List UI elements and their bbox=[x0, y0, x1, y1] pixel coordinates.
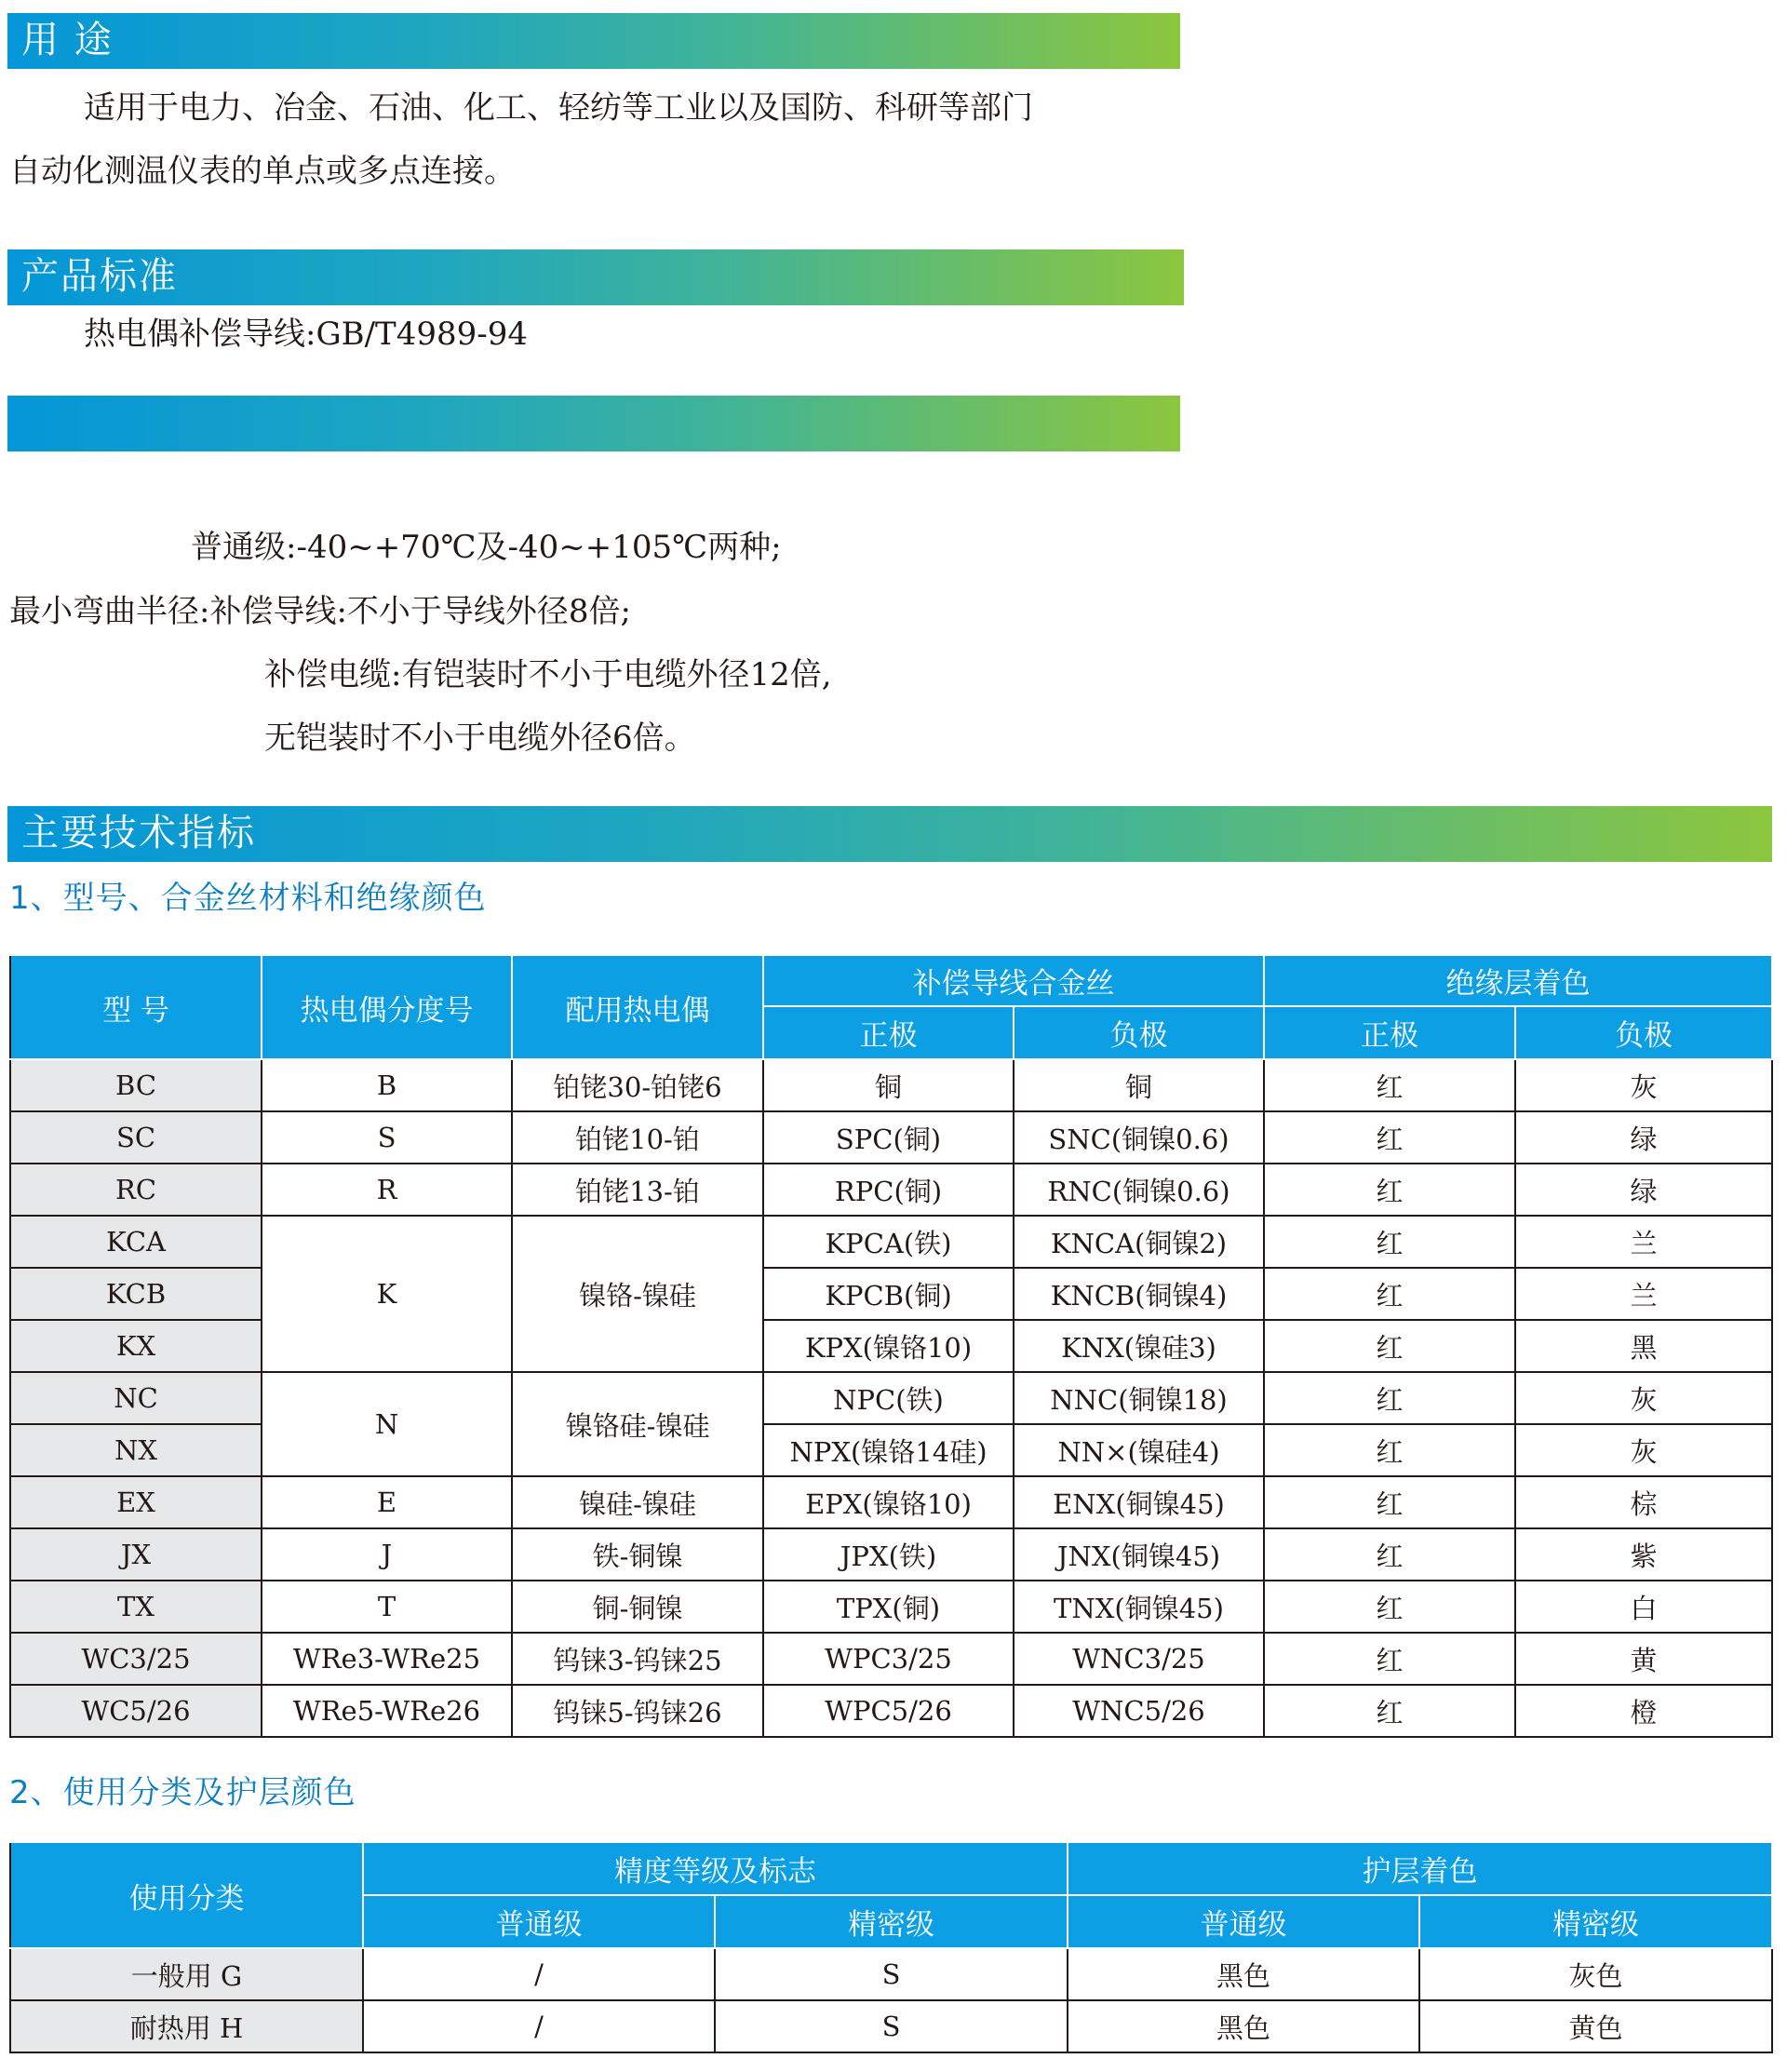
header-accuracy: 精度等级及标志 bbox=[363, 1842, 1068, 1895]
table-row bbox=[10, 1948, 1772, 2000]
table-row bbox=[10, 1111, 1772, 1164]
cell-thermocouple: 铜-铜镍 bbox=[512, 1581, 763, 1633]
table-row bbox=[10, 1216, 1772, 1268]
cell-alloy-negative: TNX(铜镍45) bbox=[1014, 1581, 1264, 1633]
cell-alloy-positive: RPC(铜) bbox=[763, 1164, 1014, 1216]
cell-alloy-negative: ENX(铜镍45) bbox=[1014, 1476, 1264, 1528]
conditions-line2: 最小弯曲半径:补偿导线:不小于导线外径8倍; bbox=[9, 593, 631, 630]
cell-color-negative: 黄 bbox=[1515, 1633, 1772, 1685]
cell-color-negative: 灰 bbox=[1515, 1059, 1772, 1111]
cell-alloy-negative: NN×(镍硅4) bbox=[1014, 1424, 1264, 1476]
usage-text-line2: 自动化测温仪表的单点或多点连接。 bbox=[9, 153, 516, 190]
cell-color-positive: 红 bbox=[1264, 1320, 1515, 1372]
cell-alloy-positive: KPX(镍铬10) bbox=[763, 1320, 1014, 1372]
cell-color-negative: 黑 bbox=[1515, 1320, 1772, 1372]
cell-thermocouple: 铁-铜镍 bbox=[512, 1528, 763, 1581]
cell-color-negative: 兰 bbox=[1515, 1216, 1772, 1268]
cell-color-negative: 紫 bbox=[1515, 1528, 1772, 1581]
cell-alloy-negative: JNX(铜镍45) bbox=[1014, 1528, 1264, 1581]
cell-alloy-positive: NPX(镍铬14硅) bbox=[763, 1424, 1014, 1476]
cell-alloy-negative: NNC(铜镍18) bbox=[1014, 1372, 1264, 1424]
cell-model: RC bbox=[10, 1164, 262, 1216]
cell-alloy-negative: KNCA(铜镍2) bbox=[1014, 1216, 1264, 1268]
cell-graduation: S bbox=[262, 1111, 512, 1164]
cell-alloy-positive: NPC(铁) bbox=[763, 1372, 1014, 1424]
cell-model: SC bbox=[10, 1111, 262, 1164]
cell-color-positive: 红 bbox=[1264, 1424, 1515, 1476]
cell-color-positive: 红 bbox=[1264, 1581, 1515, 1633]
cell-color-positive: 红 bbox=[1264, 1372, 1515, 1424]
cell-model: KCB bbox=[10, 1268, 262, 1320]
cell-alloy-negative: KNX(镍硅3) bbox=[1014, 1320, 1264, 1372]
cell-graduation: B bbox=[262, 1059, 512, 1111]
cell-thermocouple: 镍硅-镍硅 bbox=[512, 1476, 763, 1528]
cell-color-negative: 白 bbox=[1515, 1581, 1772, 1633]
section-bar-usage bbox=[7, 13, 1180, 69]
header-sheath: 护层着色 bbox=[1068, 1842, 1772, 1895]
cell-color-negative: 棕 bbox=[1515, 1476, 1772, 1528]
header-accuracy-precision: 精密级 bbox=[715, 1895, 1068, 1948]
header-category: 使用分类 bbox=[10, 1842, 363, 1948]
cell-sheath-precision: 黄色 bbox=[1419, 2000, 1772, 2052]
header-model: 型 号 bbox=[10, 955, 262, 1059]
cell-category: 耐热用 H bbox=[10, 2000, 363, 2052]
sheath-color-table bbox=[9, 1841, 1773, 2053]
cell-color-positive: 红 bbox=[1264, 1059, 1515, 1111]
cell-color-positive: 红 bbox=[1264, 1685, 1515, 1737]
cell-color-negative: 灰 bbox=[1515, 1372, 1772, 1424]
cell-color-positive: 红 bbox=[1264, 1164, 1515, 1216]
cell-color-negative: 绿 bbox=[1515, 1111, 1772, 1164]
cell-color-negative: 橙 bbox=[1515, 1685, 1772, 1737]
cell-color-positive: 红 bbox=[1264, 1633, 1515, 1685]
cell-graduation: N bbox=[262, 1372, 512, 1476]
cell-color-positive: 红 bbox=[1264, 1216, 1515, 1268]
cell-alloy-negative: RNC(铜镍0.6) bbox=[1014, 1164, 1264, 1216]
cell-graduation: WRe5-WRe26 bbox=[262, 1685, 512, 1737]
cell-thermocouple: 钨铼5-钨铼26 bbox=[512, 1685, 763, 1737]
cell-graduation: R bbox=[262, 1164, 512, 1216]
cell-model: KX bbox=[10, 1320, 262, 1372]
header-thermocouple: 配用热电偶 bbox=[512, 955, 763, 1059]
cell-thermocouple: 铂铑13-铂 bbox=[512, 1164, 763, 1216]
header-graduation: 热电偶分度号 bbox=[262, 955, 512, 1059]
table-row bbox=[10, 1476, 1772, 1528]
cell-alloy-positive: 铜 bbox=[763, 1059, 1014, 1111]
conditions-line4: 无铠装时不小于电缆外径6倍。 bbox=[264, 720, 696, 757]
cell-model: WC3/25 bbox=[10, 1633, 262, 1685]
cell-thermocouple: 钨铼3-钨铼25 bbox=[512, 1633, 763, 1685]
cell-color-positive: 红 bbox=[1264, 1528, 1515, 1581]
section-bar-blank bbox=[7, 396, 1180, 451]
cell-alloy-negative: 铜 bbox=[1014, 1059, 1264, 1111]
section-bar-standard bbox=[7, 249, 1184, 305]
header-color-negative: 负极 bbox=[1515, 1006, 1772, 1059]
conditions-line1: 普通级:-40~+70℃及-40~+105℃两种; bbox=[191, 529, 782, 566]
section-bar-specs bbox=[7, 806, 1772, 862]
cell-alloy-positive: TPX(铜) bbox=[763, 1581, 1014, 1633]
section-title-specs: 主要技术指标 bbox=[21, 812, 256, 854]
table-row bbox=[10, 1581, 1772, 1633]
header-insulation: 绝缘层着色 bbox=[1264, 955, 1772, 1006]
cell-thermocouple: 铂铑30-铂铑6 bbox=[512, 1059, 763, 1111]
cell-sheath-normal: 黑色 bbox=[1068, 1948, 1419, 2000]
cell-model: JX bbox=[10, 1528, 262, 1581]
cell-model: NC bbox=[10, 1372, 262, 1424]
cell-model: EX bbox=[10, 1476, 262, 1528]
table-row bbox=[10, 1164, 1772, 1216]
cell-color-negative: 兰 bbox=[1515, 1268, 1772, 1320]
header-alloy-negative: 负极 bbox=[1014, 1006, 1264, 1059]
cell-color-negative: 绿 bbox=[1515, 1164, 1772, 1216]
header-alloy: 补偿导线合金丝 bbox=[763, 955, 1264, 1006]
section-title-usage: 用 途 bbox=[21, 19, 114, 61]
cell-model: TX bbox=[10, 1581, 262, 1633]
usage-text-line1: 适用于电力、冶金、石油、化工、轻纺等工业以及国防、科研等部门 bbox=[84, 89, 1033, 127]
cell-alloy-positive: KPCA(铁) bbox=[763, 1216, 1014, 1268]
cell-alloy-positive: KPCB(铜) bbox=[763, 1268, 1014, 1320]
cell-model: NX bbox=[10, 1424, 262, 1476]
table-row bbox=[10, 1372, 1772, 1424]
conditions-line3: 补偿电缆:有铠装时不小于电缆外径12倍, bbox=[264, 656, 832, 693]
cell-alloy-negative: KNCB(铜镍4) bbox=[1014, 1268, 1264, 1320]
cell-alloy-positive: SPC(铜) bbox=[763, 1111, 1014, 1164]
cell-accuracy-precision: S bbox=[715, 1948, 1068, 2000]
cell-alloy-negative: WNC3/25 bbox=[1014, 1633, 1264, 1685]
cell-color-negative: 灰 bbox=[1515, 1424, 1772, 1476]
cell-color-positive: 红 bbox=[1264, 1476, 1515, 1528]
cell-thermocouple: 镍铬-镍硅 bbox=[512, 1216, 763, 1372]
table-row bbox=[10, 1685, 1772, 1737]
cell-color-positive: 红 bbox=[1264, 1111, 1515, 1164]
cell-category: 一般用 G bbox=[10, 1948, 363, 2000]
cell-alloy-positive: EPX(镍铬10) bbox=[763, 1476, 1014, 1528]
cell-graduation: WRe3-WRe25 bbox=[262, 1633, 512, 1685]
cell-model: WC5/26 bbox=[10, 1685, 262, 1737]
cell-graduation: J bbox=[262, 1528, 512, 1581]
header-alloy-positive: 正极 bbox=[763, 1006, 1014, 1059]
table-row bbox=[10, 1528, 1772, 1581]
alloy-color-table bbox=[9, 954, 1773, 1738]
cell-color-positive: 红 bbox=[1264, 1268, 1515, 1320]
cell-alloy-negative: WNC5/26 bbox=[1014, 1685, 1264, 1737]
cell-graduation: T bbox=[262, 1581, 512, 1633]
cell-alloy-negative: SNC(铜镍0.6) bbox=[1014, 1111, 1264, 1164]
cell-alloy-positive: WPC5/26 bbox=[763, 1685, 1014, 1737]
cell-thermocouple: 镍铬硅-镍硅 bbox=[512, 1372, 763, 1476]
cell-sheath-precision: 灰色 bbox=[1419, 1948, 1772, 2000]
header-sheath-normal: 普通级 bbox=[1068, 1895, 1419, 1948]
header-accuracy-normal: 普通级 bbox=[363, 1895, 715, 1948]
table-row bbox=[10, 2000, 1772, 2052]
table2-heading: 2、使用分类及护层颜色 bbox=[9, 1774, 356, 1811]
header-color-positive: 正极 bbox=[1264, 1006, 1515, 1059]
cell-accuracy-normal: / bbox=[363, 1948, 715, 2000]
table-row bbox=[10, 1059, 1772, 1111]
standard-text: 热电偶补偿导线:GB/T4989-94 bbox=[84, 316, 529, 353]
cell-graduation: E bbox=[262, 1476, 512, 1528]
cell-alloy-positive: JPX(铁) bbox=[763, 1528, 1014, 1581]
cell-accuracy-precision: S bbox=[715, 2000, 1068, 2052]
cell-accuracy-normal: / bbox=[363, 2000, 715, 2052]
cell-sheath-normal: 黑色 bbox=[1068, 2000, 1419, 2052]
table1-heading: 1、型号、合金丝材料和绝缘颜色 bbox=[9, 880, 487, 917]
cell-model: BC bbox=[10, 1059, 262, 1111]
cell-graduation: K bbox=[262, 1216, 512, 1372]
header-sheath-precision: 精密级 bbox=[1419, 1895, 1772, 1948]
cell-alloy-positive: WPC3/25 bbox=[763, 1633, 1014, 1685]
section-title-standard: 产品标准 bbox=[21, 255, 178, 298]
table-row bbox=[10, 1633, 1772, 1685]
cell-thermocouple: 铂铑10-铂 bbox=[512, 1111, 763, 1164]
cell-model: KCA bbox=[10, 1216, 262, 1268]
